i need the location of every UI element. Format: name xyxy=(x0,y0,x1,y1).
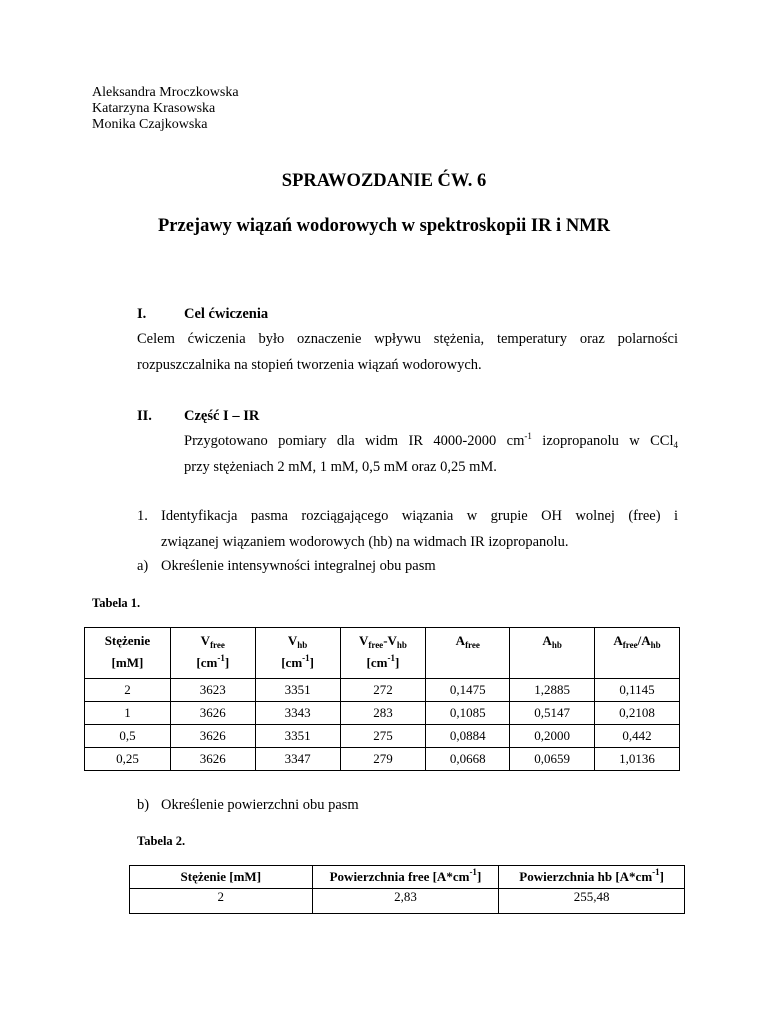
table-cell: 3626 xyxy=(170,725,255,748)
table-cell: 275 xyxy=(340,725,426,748)
table-2-header-area-free: Powierzchnia free $[A*cm^{-1}]$ xyxy=(312,866,499,889)
table-cell: 3347 xyxy=(255,748,340,771)
table-cell: 0,2108 xyxy=(595,702,680,725)
table-cell: 1,2885 xyxy=(510,679,595,702)
table-1-header-a-ratio: $A_{free}/A_{hb}$ xyxy=(595,628,680,679)
table-2-header-row xyxy=(130,866,685,889)
section-1-title: Cel ćwiczenia xyxy=(184,306,269,322)
table-cell: 272 xyxy=(340,679,426,702)
table-cell: 3351 xyxy=(255,679,340,702)
table-cell: 0,1085 xyxy=(426,702,510,725)
table-row xyxy=(85,748,680,771)
section-2-number: II. xyxy=(137,408,152,424)
table-1-header-v-free: $V_{free}$ $[cm^{-1}]$ xyxy=(170,628,255,679)
document-subtitle: Przejawy wiązań wodorowych w spektroskopii IR i NMR xyxy=(157,216,611,236)
table-cell: 0,0659 xyxy=(510,748,595,771)
table-cell: 2,83 xyxy=(312,889,499,914)
section-1-number: I. xyxy=(137,306,147,322)
section-2-text-line2: przy stężeniach 2 mM, 1 mM, 0,5 mM oraz 0,25 mM. xyxy=(184,459,497,475)
item-b-label: b) xyxy=(137,797,150,813)
table-cell: 3626 xyxy=(170,748,255,771)
item-1-text-line1: Identyfikacja pasma rozciągającego wiązania w grupie OH wolnej (free) i xyxy=(161,508,678,524)
table-cell: 1 xyxy=(85,702,171,725)
section-1-text-line2: rozpuszczalnika na stopień tworzenia wiązań wodorowych. xyxy=(137,357,482,373)
author-name: Katarzyna Krasowska xyxy=(92,101,216,116)
section-2-text-line1: Przygotowano pomiary dla widm IR 4000-2000 $cm^{-1}$ izopropanolu w CCl$_4$ xyxy=(184,431,678,450)
item-1-number: 1. xyxy=(137,508,148,524)
table-cell: 255,48 xyxy=(499,889,685,914)
table-cell: 2 xyxy=(130,889,313,914)
table-cell: 0,0668 xyxy=(426,748,510,771)
author-name: Monika Czajkowska xyxy=(92,117,208,132)
table-1-header-a-hb: $A_{hb}$ xyxy=(510,628,595,679)
table-2-header-concentration: Stężenie [mM] xyxy=(130,866,313,889)
table-2-caption: Tabela 2. xyxy=(137,834,186,848)
author-name: Aleksandra Mroczkowska xyxy=(92,85,239,100)
table-1-header-a-free: $A_{free}$ xyxy=(426,628,510,679)
section-2-title: Część I – IR xyxy=(184,408,260,424)
table-1-header-v-diff: $V_{free}-V_{hb}$ $[cm^{-1}]$ xyxy=(340,628,426,679)
table-row xyxy=(85,725,680,748)
table-cell: 3626 xyxy=(170,702,255,725)
table-row xyxy=(130,889,685,914)
table-1 xyxy=(84,627,680,771)
document-title: SPRAWOZDANIE ĆW. 6 xyxy=(281,171,487,191)
table-2-header-area-hb: Powierzchnia hb $[A*cm^{-1}]$ xyxy=(499,866,685,889)
table-cell: 0,25 xyxy=(85,748,171,771)
item-b-text: Określenie powierzchni obu pasm xyxy=(161,797,359,813)
table-cell: 0,5147 xyxy=(510,702,595,725)
table-cell: 0,1475 xyxy=(426,679,510,702)
table-cell: 0,2000 xyxy=(510,725,595,748)
table-cell: 0,1145 xyxy=(595,679,680,702)
table-cell: 279 xyxy=(340,748,426,771)
item-a-text: Określenie intensywności integralnej obu pasm xyxy=(161,558,436,574)
table-cell: 0,5 xyxy=(85,725,171,748)
section-1-text-line1: Celem ćwiczenia było oznaczenie wpływu stężenia, temperatury oraz polarności xyxy=(137,331,678,347)
table-cell: 2 xyxy=(85,679,171,702)
table-cell: 3623 xyxy=(170,679,255,702)
table-cell: 0,442 xyxy=(595,725,680,748)
table-1-header-concentration: Stężenie [mM] xyxy=(85,628,171,679)
table-1-header-row xyxy=(85,628,680,679)
table-2 xyxy=(129,865,685,914)
item-1-text-line2: związanej wiązaniem wodorowych (hb) na widmach IR izopropanolu. xyxy=(161,534,569,550)
table-1-header-v-hb: $V_{hb}$ $[cm^{-1}]$ xyxy=(255,628,340,679)
table-cell: 3351 xyxy=(255,725,340,748)
table-row xyxy=(85,679,680,702)
item-a-label: a) xyxy=(137,558,149,574)
table-row xyxy=(85,702,680,725)
authors-list xyxy=(92,85,239,133)
table-1-caption: Tabela 1. xyxy=(92,596,141,610)
table-cell: 0,0884 xyxy=(426,725,510,748)
table-cell: 3343 xyxy=(255,702,340,725)
table-cell: 1,0136 xyxy=(595,748,680,771)
table-cell: 283 xyxy=(340,702,426,725)
